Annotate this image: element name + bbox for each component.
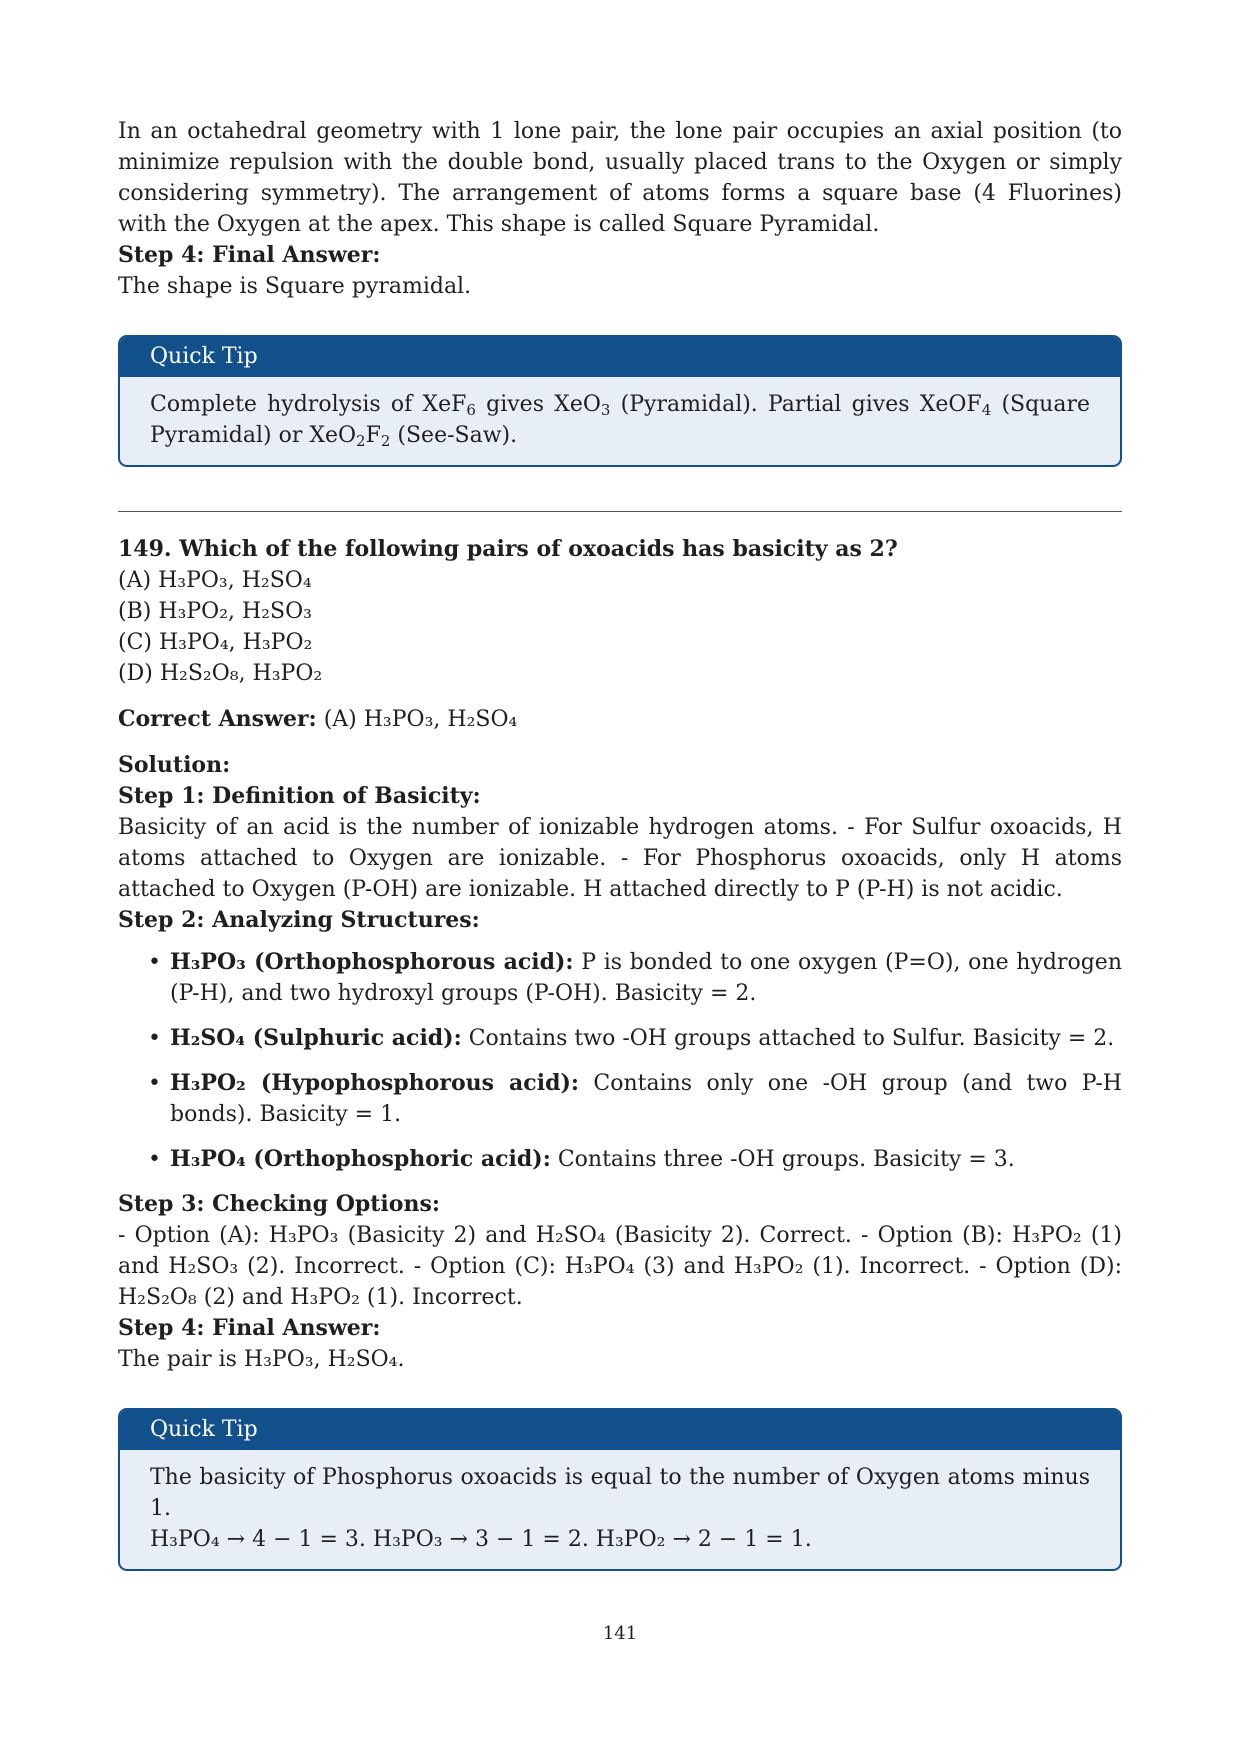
question-text: Which of the following pairs of oxoacids has basicity as 2?: [179, 536, 898, 562]
bullet-icon: •: [148, 1071, 161, 1096]
quick-tip-title-1: Quick Tip: [120, 337, 1120, 377]
tip1-text-4: (Square Pyramidal) or XeO: [150, 392, 1091, 448]
quick-tip-title-2: Quick Tip: [120, 1410, 1120, 1450]
bullet-title: H₂SO₄ (Sulphuric acid):: [170, 1025, 462, 1051]
step3-text: - Option (A): H₃PO₃ (Basicity 2) and H₂SO₄ (Basicity 2). Correct. - Option (B): H₃PO₂ (1) and H₂SO₃ (2). Incorrect. - Option (C): H₃PO₄ (3) and H₃PO₂ (1). Incorrect. - Option (D): H₂S₂O₈ (2) and H₃PO₂ (1). Incorrect.: [118, 1223, 1122, 1310]
option-d-label: (D): [118, 661, 153, 686]
tip2-line-1: The basicity of Phosphorus oxoacids is equal to the number of Oxygen atoms minus 1.: [150, 1465, 1090, 1521]
step4-heading: Step 4: Final Answer:: [118, 1315, 381, 1341]
bullet-text: Contains only one -OH group (and two P-H bonds). Basicity = 1.: [170, 1071, 1122, 1127]
list-item: [118, 1144, 1122, 1175]
step1-text: Basicity of an acid is the number of ionizable hydrogen atoms. - For Sulfur oxoacids, H atoms attached to Oxygen are ionizable. - For Phosphorus oxoacids, only H atoms attached to Oxygen (P-OH) are ionizable. H attached directly to P (P-H) is not acidic.: [118, 815, 1122, 902]
step2-heading: Step 2: Analyzing Structures:: [118, 907, 480, 933]
bullet-text: P is bonded to one oxygen (P=O), one hydrogen (P-H), and two hydroxyl groups (P-OH). Basicity = 2.: [170, 950, 1122, 1006]
list-item: [118, 1023, 1122, 1054]
list-item: [118, 947, 1122, 1009]
option-c-label: (C): [118, 630, 152, 655]
quick-tip-body-1: [120, 377, 1120, 465]
option-a-text: H₃PO₃, H₂SO₄: [158, 568, 312, 593]
option-a-label: (A): [118, 568, 152, 593]
intro-step4-heading: Step 4: Final Answer:: [118, 242, 381, 268]
tip1-sub-5: 2: [380, 432, 391, 450]
bullet-icon: •: [148, 950, 161, 975]
correct-answer: [118, 704, 1122, 735]
bullet-icon: •: [148, 1147, 161, 1172]
bullet-text: Contains two -OH groups attached to Sulfur. Basicity = 2.: [461, 1026, 1115, 1051]
tip1-sub-4: 2: [356, 432, 366, 450]
option-b: [118, 596, 1122, 627]
step4-text: The pair is H₃PO₃, H₂SO₄.: [118, 1347, 405, 1372]
bullet-text: Contains three -OH groups. Basicity = 3.: [550, 1147, 1015, 1172]
quick-tip-box-1: [118, 335, 1122, 467]
bullet-title: H₃PO₃ (Orthophosphorous acid):: [170, 949, 574, 975]
options-list: [118, 565, 1122, 689]
tip1-sub-2: 3: [600, 401, 611, 419]
question-title: [118, 534, 1122, 565]
structures-list: [118, 947, 1122, 1175]
intro-step4-text: The shape is Square pyramidal.: [118, 274, 472, 299]
option-a: [118, 565, 1122, 596]
question-number: 149.: [118, 536, 172, 562]
solution-heading: Solution:: [118, 752, 231, 778]
tip1-text-5: F: [365, 423, 381, 448]
page-content: [118, 116, 1122, 1571]
correct-answer-label: Correct Answer:: [118, 706, 317, 732]
bullet-icon: •: [148, 1026, 161, 1051]
correct-answer-text: (A) H₃PO₃, H₂SO₄: [323, 707, 518, 732]
tip1-sub-3: 4: [981, 401, 992, 419]
tip1-text-1: Complete hydrolysis of XeF: [150, 392, 467, 417]
section-divider: [118, 511, 1122, 512]
option-c: [118, 627, 1122, 658]
quick-tip-body-2: [120, 1450, 1120, 1569]
quick-tip-box-2: [118, 1408, 1122, 1571]
step1-heading: Step 1: Definition of Basicity:: [118, 783, 481, 809]
tip1-sub-1: 6: [466, 401, 476, 419]
bullet-title: H₃PO₂ (Hypophosphorous acid):: [170, 1070, 579, 1096]
option-b-text: H₃PO₂, H₂SO₃: [158, 599, 312, 624]
tip1-text-6: (See-Saw).: [390, 423, 518, 448]
option-b-label: (B): [118, 599, 152, 624]
option-c-text: H₃PO₄, H₃PO₂: [159, 630, 313, 655]
bullet-title: H₃PO₄ (Orthophosphoric acid):: [170, 1146, 551, 1172]
tip1-text-2: gives XeO: [475, 392, 601, 417]
list-item: [118, 1068, 1122, 1130]
step3-heading: Step 3: Checking Options:: [118, 1191, 440, 1217]
tip2-line-2: H₃PO₄ → 4 − 1 = 3. H₃PO₃ → 3 − 1 = 2. H₃PO₂ → 2 − 1 = 1.: [150, 1527, 812, 1552]
tip1-text-3: (Pyramidal). Partial gives XeOF: [610, 392, 982, 417]
intro-paragraph: In an octahedral geometry with 1 lone pair, the lone pair occupies an axial position (to minimize repulsion with the double bond, usually placed trans to the Oxygen or simply considering symmetry). The arrangement of atoms forms a square base (4 Fluorines) with the Oxygen at the apex. This shape is called Square Pyramidal.: [118, 119, 1122, 237]
page-number: 141: [602, 1623, 638, 1644]
option-d: [118, 658, 1122, 689]
option-d-text: H₂S₂O₈, H₃PO₂: [159, 661, 323, 686]
